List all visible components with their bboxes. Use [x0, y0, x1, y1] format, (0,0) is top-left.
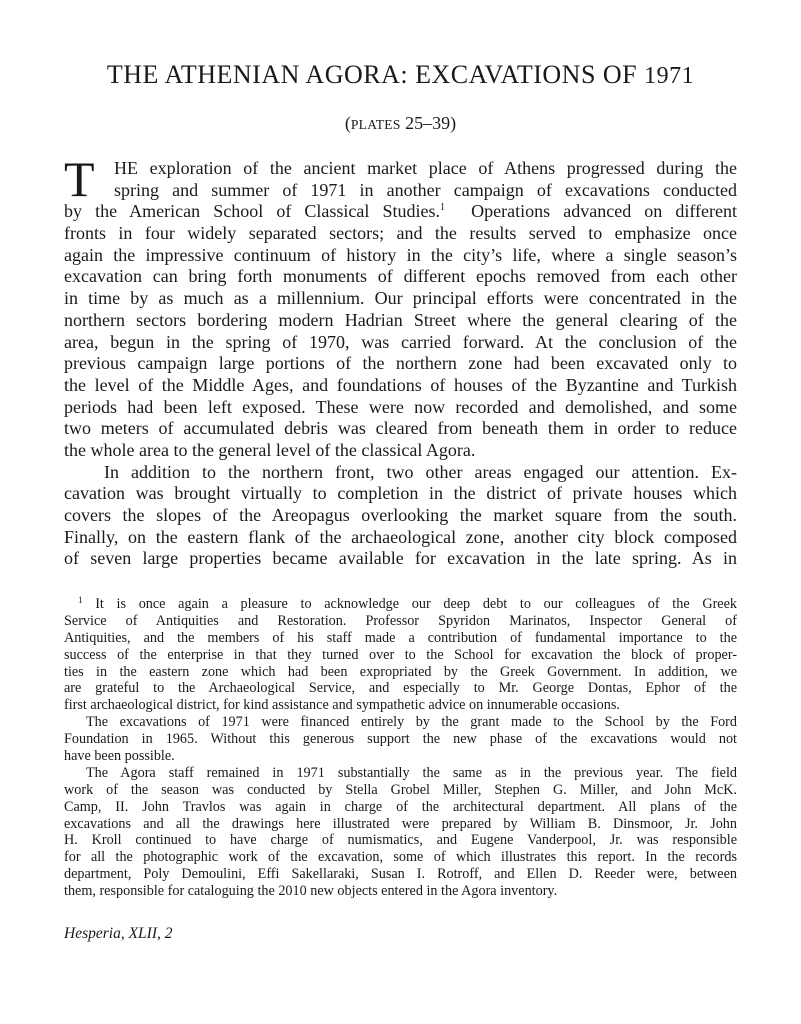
- footnote-line: first archaeological district, for kind assistance and sympathetic advice on innumerable occasions.: [64, 697, 620, 714]
- article-title: [64, 60, 737, 90]
- footnote-line: Foundation in 1965. Without this generous support the new phase of the excavations would not: [64, 731, 737, 748]
- body-line: covers the slopes of the Areopagus overlooking the market square from the south.: [64, 505, 737, 525]
- footnote-line: them, responsible for cataloguing the 2010 new objects entered in the Agora inventory.: [64, 883, 558, 900]
- body-line-text: by the American School of Classical Studies.: [64, 201, 440, 222]
- body-text: [64, 151, 738, 570]
- body-line: the whole area to the general level of the classical Agora.: [64, 439, 476, 460]
- footnote-line: are grateful to the Archaeological Service, and especially to Mr. George Dontas, Ephor of the: [64, 680, 737, 697]
- body-line: two meters of accumulated debris was cleared from beneath them in order to reduce: [64, 418, 737, 439]
- footnote-line: have been possible.: [64, 748, 175, 765]
- body-line: In addition to the northern front, two other areas engaged our attention. Ex-: [104, 461, 737, 482]
- body-line: excavation can bring forth monuments of different epochs removed from each other: [64, 266, 737, 287]
- footnote-line: Service of Antiquities and Restoration. Professor Spyridon Marinatos, Inspector General of: [64, 612, 737, 629]
- body-line: Finally, on the eastern flank of the archaeological zone, another city block composed: [64, 526, 737, 547]
- plates-label: PLATES: [350, 117, 401, 132]
- body-line: periods had been left exposed. These were now recorded and demolished, and some: [64, 396, 737, 417]
- article-title-year: 1971: [644, 63, 695, 89]
- footnote-line: The Agora staff remained in 1971 substantially the same as in the previous year. The field: [86, 764, 737, 781]
- footnote-reference[interactable]: 1: [439, 202, 445, 214]
- footnote-line: department, Poly Demoulini, Effi Sakellaraki, Susan I. Rotroff, and Ellen D. Reeder were, between: [64, 866, 737, 883]
- body-line: [64, 201, 737, 223]
- footnote-line: for all the photographic work of the excavation, some of which illustrates this report. In the records: [64, 849, 737, 866]
- journal-citation: Hesperia, XLII, 2: [64, 925, 173, 942]
- page: [64, 0, 737, 1024]
- footnote-line: The excavations of 1971 were financed entirely by the grant made to the School by the Ford: [86, 714, 737, 731]
- plates-open-paren: (: [344, 113, 351, 133]
- body-line: HE exploration of the ancient market place of Athens progressed during the: [114, 158, 737, 178]
- body-line: northern sectors bordering modern Hadrian Street where the general clearing of the: [64, 309, 737, 330]
- body-line: spring and summer of 1971 in another campaign of excavations conducted: [114, 179, 737, 200]
- plates-range: 25–39: [405, 113, 451, 133]
- footnote-marker: 1: [78, 595, 83, 605]
- body-line: cavation was brought virtually to completion in the district of private houses which: [64, 483, 737, 504]
- body-line: the level of the Middle Ages, and foundations of houses of the Byzantine and Turkish: [64, 374, 737, 395]
- article-title-text: THE ATHENIAN AGORA: EXCAVATIONS OF: [106, 60, 638, 89]
- footnote-line: [64, 596, 737, 613]
- footnote-line: Antiquities, and the members of his staff made a contribution of fundamental importance to the: [64, 629, 737, 646]
- footnote-line: work of the season was conducted by Stella Grobel Miller, Stephen G. Miller, and John McK.: [64, 781, 737, 798]
- footnote-line: Camp, II. John Travlos was again in charge of the architectural department. All plans of the: [64, 798, 737, 815]
- body-line: of seven large properties became available for excavation in the late spring. As in: [64, 548, 737, 569]
- footnotes: [64, 596, 737, 900]
- body-line: in time by as much as a millennium. Our principal efforts were concentrated in the: [64, 288, 737, 309]
- footnote-line: success of the enterprise in that they turned over to the School for excavation the block of proper-: [64, 646, 737, 663]
- drop-cap: T: [64, 151, 95, 207]
- body-line: area, begun in the spring of 1970, was carried forward. At the conclusion of the: [64, 331, 737, 352]
- body-line: fronts in four widely separated sectors; and the results served to emphasize once: [64, 223, 737, 244]
- footnote-line-text: It is once again a pleasure to acknowledge our deep debt to our colleagues of the Greek: [95, 596, 737, 612]
- body-line-text: Operations advanced on different: [471, 201, 738, 222]
- footnote-line: excavations and all the drawings here illustrated were prepared by William B. Dinsmoor, Jr. John: [64, 815, 737, 832]
- footnote-line: H. Kroll continued to have charge of numismatics, and Eugene Vanderpool, Jr. was responsible: [64, 832, 737, 849]
- footnote-line: ties in the eastern zone which had been expropriated by the Greek Government. In addition, we: [64, 663, 737, 680]
- body-line: previous campaign large portions of the northern zone had been excavated only to: [64, 353, 737, 374]
- plates-close-paren: ): [450, 113, 457, 133]
- plates-reference: [64, 113, 737, 134]
- body-line: again the impressive continuum of history in the city’s life, where a single season’s: [64, 244, 737, 265]
